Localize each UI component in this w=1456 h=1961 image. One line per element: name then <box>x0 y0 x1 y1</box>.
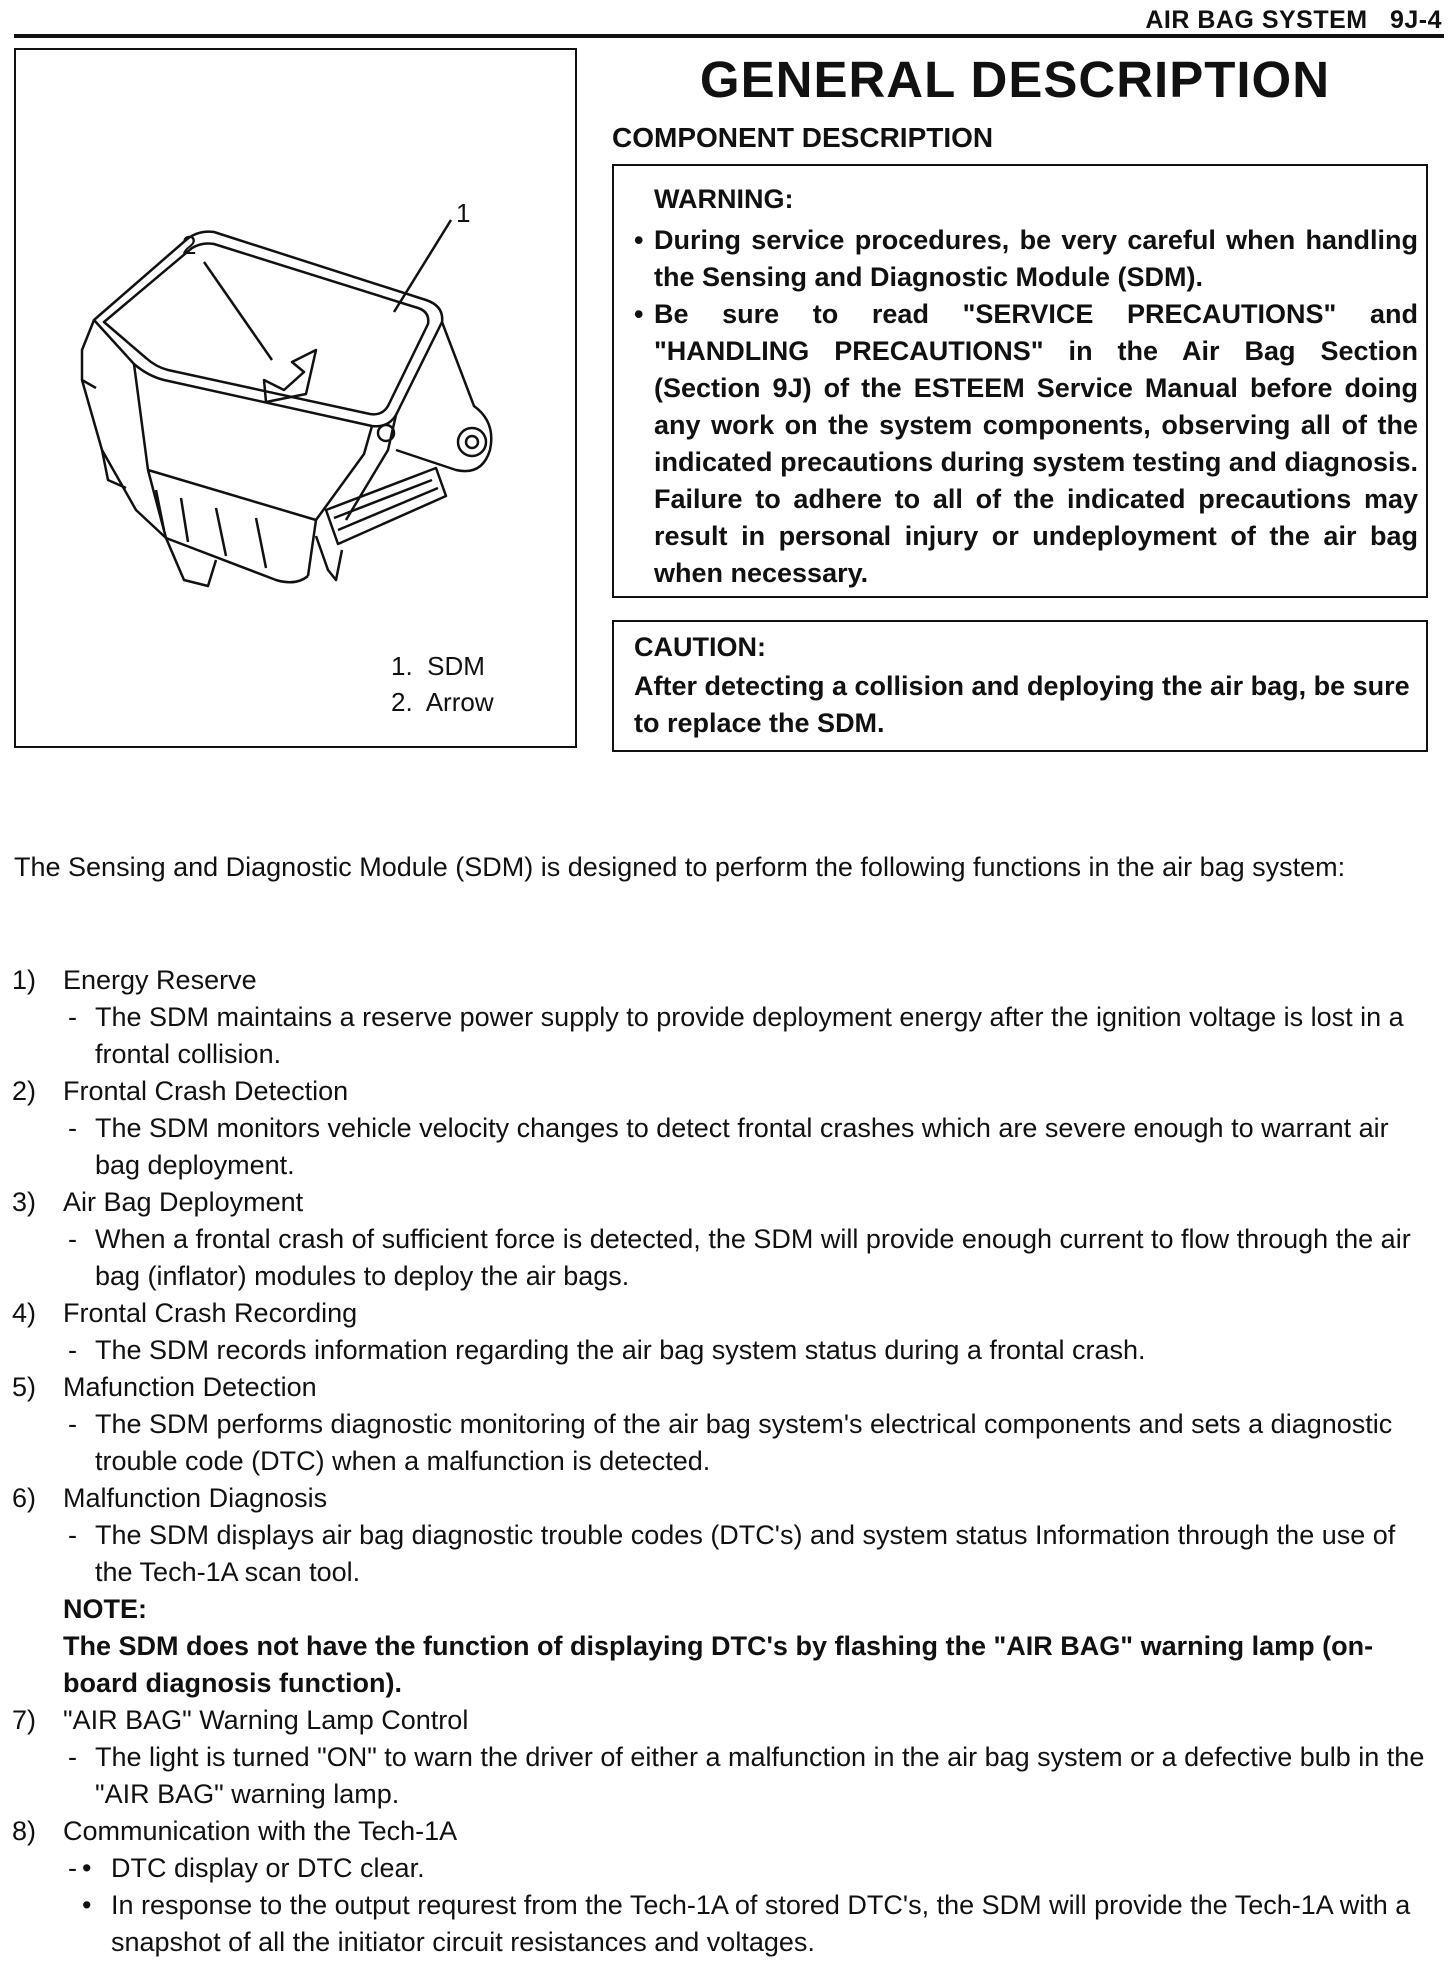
item-description-text: When a frontal crash of sufficient force is detected, the SDM will provide enough current to flow through the air bag (inflator) modules to deploy the air bags. <box>95 1224 1411 1291</box>
item-description-text: The SDM displays air bag diagnostic trouble codes (DTC's) and system status Information through the use of the Tech-1A scan tool. <box>95 1520 1396 1587</box>
legend-item-sdm: 1. SDM <box>391 651 485 681</box>
warning-item <box>634 222 1418 296</box>
bullet-icon: • <box>634 299 644 329</box>
item-description-text: The light is turned "ON" to warn the driver of either a malfunction in the air bag system or a defective bulb in the "AIR BAG" warning lamp. <box>95 1742 1425 1809</box>
bullet-icon: • <box>82 1853 92 1883</box>
bullet-icon: • <box>634 225 644 255</box>
sdm-illustration <box>16 50 575 746</box>
item-description <box>8 1332 1425 1369</box>
section-subtitle: COMPONENT DESCRIPTION <box>612 122 994 153</box>
dash-marker: - <box>68 1742 77 1772</box>
item-description <box>8 1110 1425 1184</box>
page-title: GENERAL DESCRIPTION <box>699 51 1331 108</box>
item-title: Communication with the Tech-1A <box>63 1816 458 1846</box>
item-description-text: The SDM maintains a reserve power supply to provide deployment energy after the ignition voltage is lost in a frontal collision. <box>95 1002 1404 1069</box>
dash-marker: - <box>68 1853 77 1883</box>
warning-item-text: Be sure to read "SERVICE PRECAUTIONS" and "HANDLING PRECAUTIONS" in the Air Bag Section (Section 9J) of the ESTEEM Service Manual before doing any work on the system components, observing all of the indicated precautions during system testing and diagnosis. Failure to adhere to all of the indicated precautions may result in personal injury or undeployment of the air bag when necessary. <box>654 299 1418 588</box>
item-number: 3) <box>12 1187 37 1217</box>
item-title: "AIR BAG" Warning Lamp Control <box>63 1705 469 1735</box>
warning-box <box>612 164 1428 598</box>
figure-box <box>14 48 577 748</box>
item-description <box>8 999 1425 1073</box>
dash-marker: - <box>68 1409 77 1439</box>
caution-text: After detecting a collision and deploying the air bag, be sure to replace the SDM. <box>634 671 1410 738</box>
list-item <box>8 1480 1448 1517</box>
warning-item-text: During service procedures, be very careful when handling the Sensing and Diagnostic Module (SDM). <box>654 225 1418 292</box>
figure-legend <box>391 648 494 720</box>
item-description-text: The SDM records information regarding the air bag system status during a frontal crash. <box>95 1335 1146 1365</box>
function-list <box>8 962 1448 1961</box>
comm-item <box>8 1887 1425 1961</box>
item-number: 6) <box>12 1483 37 1513</box>
callout-2: 2 <box>182 230 197 260</box>
dash-marker: - <box>68 1520 77 1550</box>
item-number: 7) <box>12 1705 37 1735</box>
item-description-text: The SDM monitors vehicle velocity changes to detect frontal crashes which are severe enough to warrant air bag deployment. <box>95 1113 1389 1180</box>
dash-marker: - <box>68 1335 77 1365</box>
legend-item-arrow: 2. Arrow <box>391 687 494 717</box>
list-item <box>8 1702 1448 1739</box>
callout-1: 1 <box>456 198 471 228</box>
item-description <box>8 1517 1425 1591</box>
page-header <box>14 4 1444 38</box>
section-header: AIR BAG SYSTEM 9J-4 <box>1145 6 1442 34</box>
bullet-icon: • <box>82 1890 92 1920</box>
note-text: The SDM does not have the function of displaying DTC's by flashing the "AIR BAG" warning lamp (on-board diagnosis function). <box>63 1631 1374 1698</box>
note-label: NOTE: <box>63 1594 147 1624</box>
item-description <box>8 1406 1425 1480</box>
item-number: 4) <box>12 1298 37 1328</box>
item-title: Air Bag Deployment <box>63 1187 304 1217</box>
item-title: Frontal Crash Recording <box>63 1298 358 1328</box>
comm-item-text: DTC display or DTC clear. <box>111 1853 425 1883</box>
item-number: 1) <box>12 965 37 995</box>
item-title: Frontal Crash Detection <box>63 1076 349 1106</box>
item-number: 5) <box>12 1372 37 1402</box>
item-number: 8) <box>12 1816 37 1846</box>
list-item <box>8 962 1448 999</box>
comm-item-text: In response to the output requrest from the Tech-1A of stored DTC's, the SDM will provide the Tech-1A with a snapshot of all the initiator circuit resistances and voltages. <box>111 1890 1411 1957</box>
list-item <box>8 1813 1448 1850</box>
dash-marker: - <box>68 1113 77 1143</box>
item-title: Malfunction Diagnosis <box>63 1483 328 1513</box>
list-item <box>8 1369 1448 1406</box>
comm-item <box>8 1850 1425 1887</box>
warning-item <box>634 296 1418 592</box>
list-item <box>8 1073 1448 1110</box>
item-description <box>8 1739 1425 1813</box>
item-description-text: The SDM performs diagnostic monitoring of the air bag system's electrical components and sets a diagnostic trouble code (DTC) when a malfunction is detected. <box>95 1409 1393 1476</box>
intro-paragraph: The Sensing and Diagnostic Module (SDM) is designed to perform the following functions in the air bag system: <box>14 852 1346 882</box>
caution-box <box>612 620 1428 752</box>
item-title: Energy Reserve <box>63 965 257 995</box>
warning-label: WARNING: <box>654 184 794 214</box>
dash-marker: - <box>68 1002 77 1032</box>
dash-marker: - <box>68 1224 77 1254</box>
list-item <box>8 1184 1448 1221</box>
caution-label: CAUTION: <box>634 632 766 662</box>
item-number: 2) <box>12 1076 37 1106</box>
item-description <box>8 1221 1425 1295</box>
item-title: Mafunction Detection <box>63 1372 317 1402</box>
list-item <box>8 1295 1448 1332</box>
